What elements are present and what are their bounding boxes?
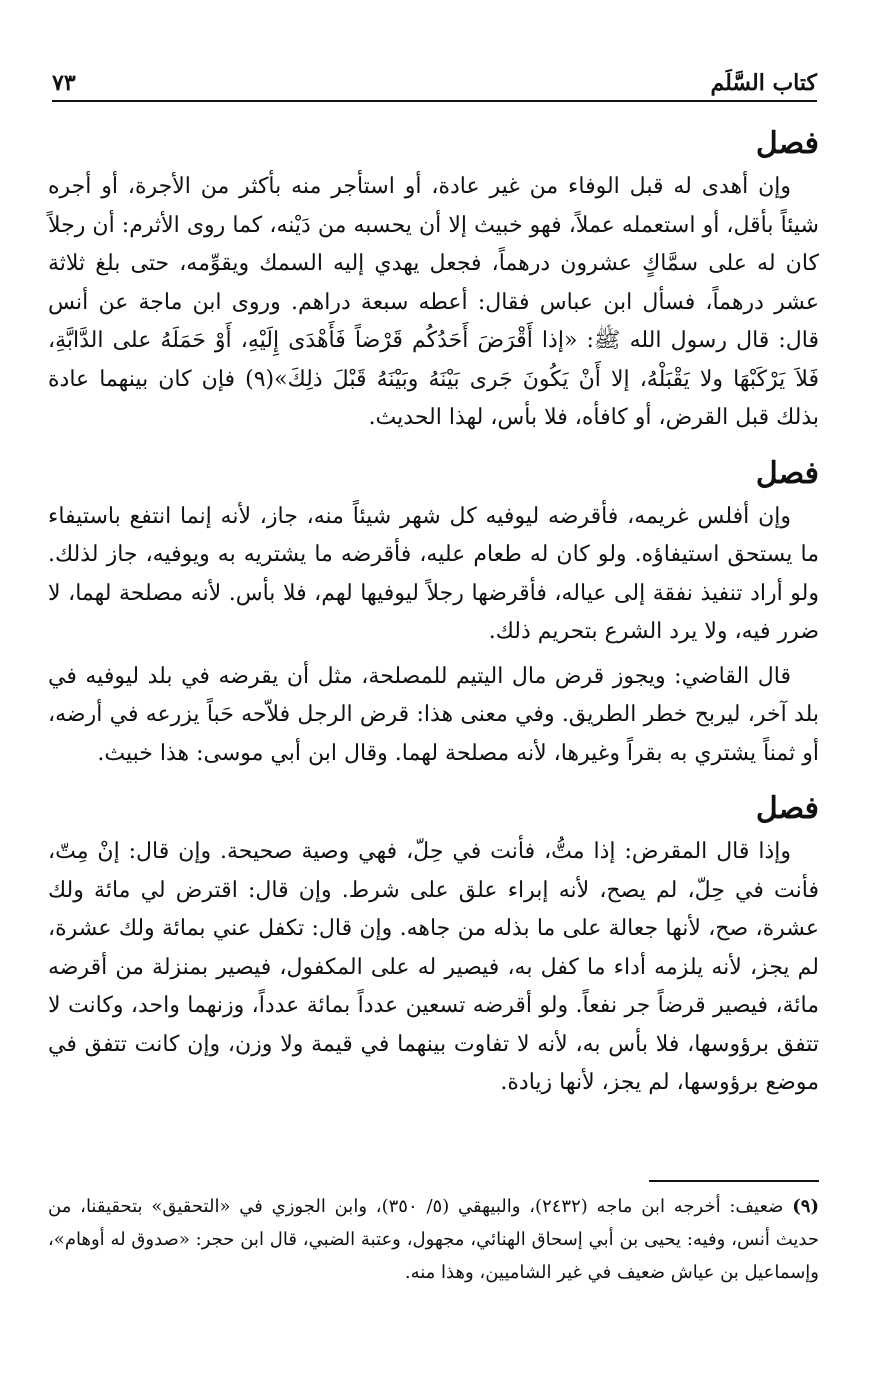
footnote-number: (٩) bbox=[792, 1196, 819, 1217]
main-text bbox=[48, 120, 819, 1103]
section-heading: فصل bbox=[755, 455, 819, 491]
paragraph: وإذا قال المقرض: إذا متُّ، فأنت في حِلّ، فهي وصية صحيحة. وإن قال: إنْ مِتّ، فأنت في حِلّ، لم يصح، لأنه إبراء علق على شرط. وإن قال: اقترض لي مائة ولك عشرة، صح، لأنها جعالة على ما بذله من جاهه. وإن قال: تكفل عني بمائة ولك عشرة، لم يجز، لأنه يلزمه أداء ما كفل به، فيصير له على المكفول، فيصير بمنزلة من أقرضه مائة، فيصير قرضاً جر نفعاً. ولو أقرضه تسعين عدداً بمائة عدداً، وزنهما واحد، وكانت لا تتفق برؤوسها، فلا بأس به، لأنه لا تفاوت بينهما في قيمة ولا وزن، وإن كانت تتفق في موضع برؤوسها، لم يجز، لأنها زيادة. bbox=[48, 839, 819, 1095]
page-number: ٧٣ bbox=[52, 70, 76, 96]
section-heading: فصل bbox=[755, 791, 819, 826]
footnote bbox=[48, 1190, 819, 1289]
running-header bbox=[52, 62, 817, 102]
section-heading: فصل bbox=[755, 126, 819, 161]
paragraph: وإن أفلس غريمه، فأقرضه ليوفيه كل شهر شيئاً منه، جاز، لأنه إنما انتفع باستيفاء ما يستحق استيفاؤه. ولو كان له طعام عليه، فأقرضه ما يشتريه به ويوفيه، جاز لذلك. ولو أراد تنفيذ نفقة إلى عياله، فأقرضها رجلاً ليوفيها لهم، فلا بأس. لأنه مصلحة لهما، لا ضرر فيه، ولا يرد الشرع بتحريم ذلك. bbox=[48, 503, 819, 644]
book-title: كتاب السَّلَم bbox=[710, 70, 817, 96]
footnotes bbox=[48, 1190, 819, 1289]
footnote-text: ضعيف: أخرجه ابن ماجه (٢٤٣٢)، والبيهقي (٥/ ٣٥٠)، وابن الجوزي في «التحقيق» بتحقيقنا، من حديث أنس، وفيه: يحيى بن أبي إسحاق الهنائي، مجهول، وعتبة الضبي، قال ابن حجر: «صدوق له أوهام»، وإسماعيل بن عياش ضعيف في غير الشاميين، وهذا منه. bbox=[48, 1196, 819, 1283]
paragraph: وإن أهدى له قبل الوفاء من غير عادة، أو استأجر منه بأكثر من الأجرة، أو أجره شيئاً بأقل، أو استعمله عملاً، فهو خبيث إلا أن يحسبه من دَيْنه، كما روى الأثرم: أن رجلاً كان له على سمَّاكٍ عشرون درهماً، فجعل يهدي إليه السمك ويقوِّمه، حتى بلغ ثلاثة عشر درهماً، فسأل ابن عباس فقال: أعطه سبعة دراهم. وروى ابن ماجة عن أنس قال: قال رسول الله ﷺ: «إذا أَقْرَضَ أَحَدُكُم قَرْضاً فَأَهْدَى إِلَيْهِ، أَوْ حَمَلَهُ على الدَّابَّةِ، فَلاَ يَرْكَبْهَا ولا يَقْبَلْهُ، إلا أَنْ يَكُونَ جَرى بَيْنَهُ وبَيْنَهُ قَبْلَ ذلِكَ»(٩) فإن كان بينهما عادة بذلك قبل القرض، أو كافأه، فلا بأس، لهذا الحديث. bbox=[48, 174, 820, 430]
footnote-separator bbox=[649, 1180, 819, 1182]
paragraph: قال القاضي: ويجوز قرض مال اليتيم للمصلحة، مثل أن يقرضه في بلد ليوفيه في بلد آخر، ليربح خطر الطريق. وفي معنى هذا: قرض الرجل فلاّحه حَباً يزرعه في أرضه، أو ثمناً يشتري به بقراً وغيرها، لأنه مصلحة لهما. وقال ابن أبي موسى: هذا خبيث. bbox=[48, 663, 819, 766]
